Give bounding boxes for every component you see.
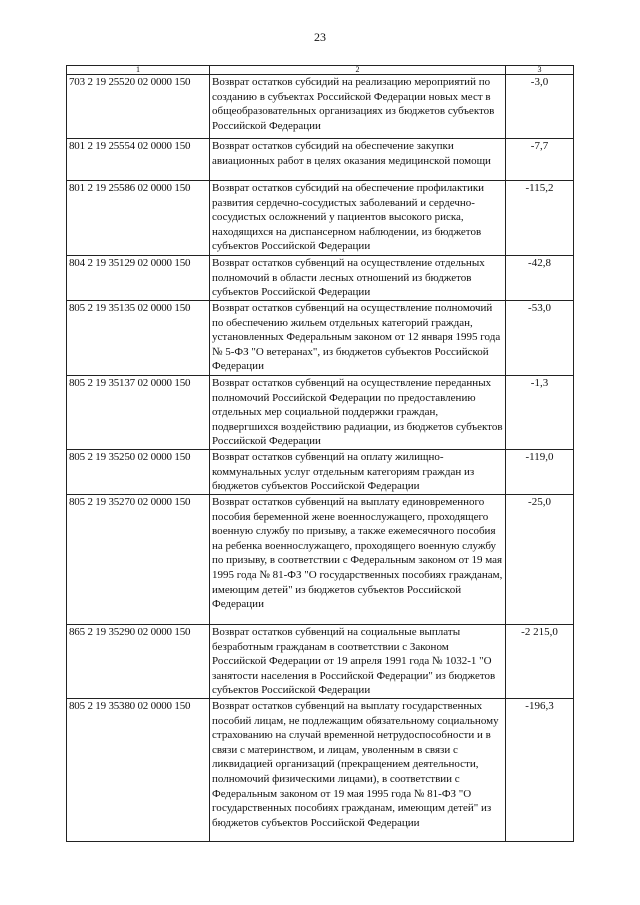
table-row [67, 75, 574, 139]
budget-code: 805 2 19 35135 02 0000 150 [67, 301, 210, 376]
amount: -2 215,0 [506, 625, 574, 699]
table-row [67, 495, 574, 625]
table-row [67, 699, 574, 842]
table-row [67, 625, 574, 699]
column-number-2: 2 [210, 66, 506, 75]
description: Возврат остатков субсидий на обеспечение профилактики развития сердечно-сосудистых заболеваний и сердечно-сосудистых осложнений у пациентов высокого риска, находящихся на диспансерном наблюдении, из бюджетов субъектов Российской Федерации [210, 181, 506, 256]
budget-code: 801 2 19 25586 02 0000 150 [67, 181, 210, 256]
page-number: 23 [314, 30, 326, 44]
column-number-3: 3 [506, 66, 574, 75]
amount: -3,0 [506, 75, 574, 139]
budget-code: 805 2 19 35270 02 0000 150 [67, 495, 210, 625]
description: Возврат остатков субвенций на выплату государственных пособий лицам, не подлежащим обязательному социальному страхованию на случай временной нетрудоспособности и в связи с материнством, и лицам, уволенным в связи с ликвидацией организаций (прекращением деятельности, полномочий физическими лицами), в соответствии с Федеральным законом от 19 мая 1995 года № 81-ФЗ "О государственных пособиях гражданам, имеющим детей" из бюджетов субъектов Российской Федерации [210, 699, 506, 842]
amount: -53,0 [506, 301, 574, 376]
column-number-1: 1 [67, 66, 210, 75]
budget-code: 703 2 19 25520 02 0000 150 [67, 75, 210, 139]
description: Возврат остатков субсидий на обеспечение закупки авиационных работ в целях оказания медицинской помощи [210, 139, 506, 181]
amount: -25,0 [506, 495, 574, 625]
budget-code: 804 2 19 35129 02 0000 150 [67, 256, 210, 301]
table-row [67, 256, 574, 301]
amount: -196,3 [506, 699, 574, 842]
amount: -42,8 [506, 256, 574, 301]
table-row [67, 139, 574, 181]
budget-code: 805 2 19 35380 02 0000 150 [67, 699, 210, 842]
budget-code: 801 2 19 25554 02 0000 150 [67, 139, 210, 181]
description: Возврат остатков субвенций на выплату единовременного пособия беременной жене военнослужащего, проходящего военную службу по призыву, а также ежемесячного пособия на ребенка военнослужащего, проходящего военную службу по призыву, в соответствии с Федеральным законом от 19 мая 1995 года № 81-ФЗ "О государственных пособиях гражданам, имеющим детей" из бюджетов субъектов Российской Федерации [210, 495, 506, 625]
amount: -115,2 [506, 181, 574, 256]
table-row [67, 181, 574, 256]
budget-code: 865 2 19 35290 02 0000 150 [67, 625, 210, 699]
column-number-row [67, 66, 574, 75]
description: Возврат остатков субвенций на социальные выплаты безработным гражданам в соответствии с Законом Российской Федерации от 19 апреля 1991 года № 1032-1 "О занятости населения в Российской Федерации" из бюджетов субъектов Российской Федерации [210, 625, 506, 699]
table-row [67, 376, 574, 450]
amount: -7,7 [506, 139, 574, 181]
description: Возврат остатков субвенций на осуществление отдельных полномочий в области лесных отношений из бюджетов субъектов Российской Федерации [210, 256, 506, 301]
description: Возврат остатков субвенций на осуществление переданных полномочий Российской Федерации по предоставлению отдельных мер социальной поддержки граждан, подвергшихся воздействию радиации, из бюджетов субъектов Российской Федерации [210, 376, 506, 450]
budget-code: 805 2 19 35250 02 0000 150 [67, 450, 210, 495]
table-row [67, 450, 574, 495]
budget-code: 805 2 19 35137 02 0000 150 [67, 376, 210, 450]
description: Возврат остатков субсидий на реализацию мероприятий по созданию в субъектах Российской Федерации новых мест в общеобразовательных организациях из бюджетов субъектов Российской Федерации [210, 75, 506, 139]
amount: -119,0 [506, 450, 574, 495]
description: Возврат остатков субвенций на осуществление полномочий по обеспечению жильем отдельных категорий граждан, установленных Федеральным законом от 12 января 1995 года № 5-ФЗ "О ветеранах", из бюджетов субъектов Российской Федерации [210, 301, 506, 376]
budget-table [66, 65, 574, 842]
table-row [67, 301, 574, 376]
description: Возврат остатков субвенций на оплату жилищно-коммунальных услуг отдельным категориям граждан из бюджетов субъектов Российской Федерации [210, 450, 506, 495]
amount: -1,3 [506, 376, 574, 450]
